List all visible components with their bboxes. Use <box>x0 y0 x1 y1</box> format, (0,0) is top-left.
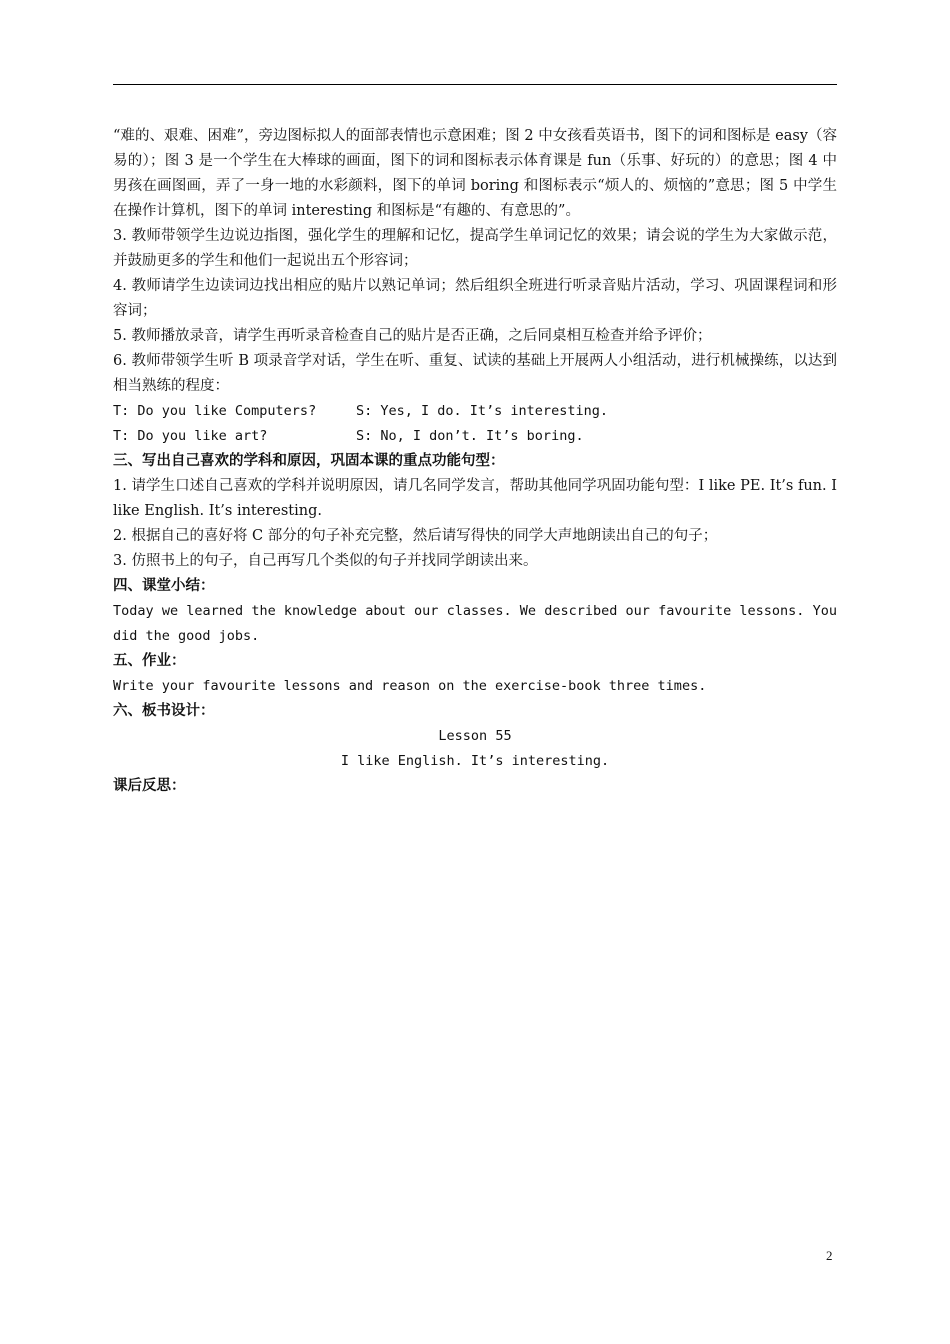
board-line-1: Lesson 55 <box>438 728 512 744</box>
dialog-line <box>113 399 837 424</box>
section3-item: 2. 根据自己的喜好将 C 部分的句子补充完整，然后请写得快的同学大声地朗读出自己的句子； <box>113 528 718 544</box>
step-3: 3. 教师带领学生边说边指图，强化学生的理解和记忆，提高学生单词记忆的效果；请会说的学生为大家做示范，并鼓励更多的学生和他们一起说出五个形容词； <box>113 228 837 269</box>
board-line-2: I like English. It’s interesting. <box>340 753 610 769</box>
teacher-line: T: Do you like Computers? <box>113 403 317 419</box>
step-6: 6. 教师带领学生听 B 项录音学对话，学生在听、重复、试读的基础上开展两人小组活动，进行机械操练，以达到相当熟练的程度： <box>113 353 837 394</box>
step-4: 4. 教师请学生边读词边找出相应的贴片以熟记单词；然后组织全班进行听录音贴片活动，学习、巩固课程词和形容词； <box>113 278 837 319</box>
header-rule <box>113 84 837 85</box>
step-5: 5. 教师播放录音，请学生再听录音检查自己的贴片是否正确，之后同桌相互检查并给予评价； <box>113 328 712 344</box>
teacher-line: T: Do you like art? <box>113 428 268 444</box>
section-heading-3: 三、写出自己喜欢的学科和原因，巩固本课的重点功能句型： <box>113 453 505 469</box>
paragraph-picture-description: “难的、艰难、困难”，旁边图标拟人的面部表情也示意困难；图 2 中女孩看英语书，图下的词和图标是 easy（容易的）；图 3 是一个学生在大棒球的画面，图下的词和图标表示体育课是 fun（乐事、好玩的）的意思；图 4 中男孩在画图画，弄了一身一地的水彩颜料，图下的单词 boring 和图标表示“烦人的、烦恼的”意思；图 5 中学生在操作计算机，图下的单词 interesting 和图标是“有趣的、有意思的”。 <box>113 128 837 219</box>
section3-item: 3. 仿照书上的句子，自己再写几个类似的句子并找同学朗读出来。 <box>113 553 538 569</box>
dialog-line <box>113 424 837 449</box>
student-line: S: Yes, I do. It’s interesting. <box>356 403 608 419</box>
section-heading-6: 六、板书设计： <box>113 703 215 719</box>
section-heading-4: 四、课堂小结： <box>113 578 215 594</box>
summary-text: Today we learned the knowledge about our classes. We described our favourite lessons. You did the good jobs. <box>113 603 837 644</box>
student-line: S: No, I don’t. It’s boring. <box>356 428 584 444</box>
section3-item: 1. 请学生口述自己喜欢的学科并说明原因，请几名同学发言，帮助其他同学巩固功能句型：I like PE. It’s fun. I like English. It’s interesting. <box>113 478 837 519</box>
reflection-heading: 课后反思： <box>113 778 186 794</box>
document-body <box>113 124 837 799</box>
section-heading-5: 五、作业： <box>113 653 186 669</box>
page-number: 2 <box>826 1248 833 1263</box>
homework-text: Write your favourite lessons and reason on the exercise-book three times. <box>113 678 707 694</box>
